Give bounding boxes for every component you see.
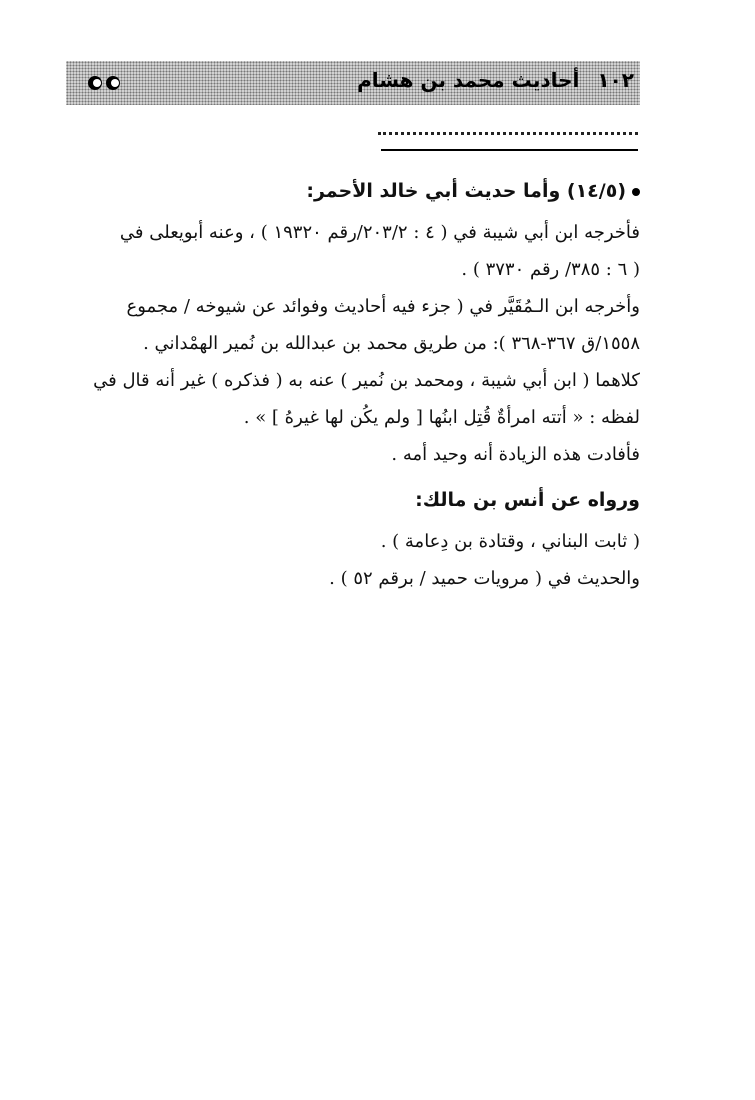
paragraph-line: كلاهما ( ابن أبي شيبة ، ومحمد بن نُمير ) عنه به ( فذكره ) غير أنه قال في xyxy=(93,370,640,391)
paragraph-line: فأفادت هذه الزيادة أنه وحيد أمه . xyxy=(391,444,640,465)
paragraph-ibn-al-muqayyar xyxy=(70,288,640,362)
paragraph-line: ( ثابت البناني ، وقتادة بن دِعامة ) . xyxy=(380,531,640,552)
paragraph-reference xyxy=(70,560,640,597)
page-body xyxy=(70,174,640,597)
paragraph-line: لفظه : « أتته امرأةٌ قُتِل ابنُها [ ولم يكُن لها غيرهُ ] » . xyxy=(243,407,640,428)
paragraph-line: فأخرجه ابن أبي شيبة في ( ٤ : ٢٠٣/٢/رقم ١٩٣٢٠ ) ، وعنه أبويعلى في xyxy=(119,222,640,243)
paragraph-line: ١٥٥٨/ق ٣٦٧-٣٦٨ ): من طريق محمد بن عبدالله بن نُمير الهمْداني . xyxy=(143,333,640,354)
paragraph-both-narrators xyxy=(70,362,640,436)
section-heading-abu-khalid xyxy=(70,174,640,214)
paragraph-line: ( ٦ : ٣٨٥/ رقم ٣٧٣٠ ) . xyxy=(461,259,640,280)
running-header xyxy=(66,61,640,105)
paragraph-narrators-anas xyxy=(70,523,640,560)
dotted-separator xyxy=(378,132,638,135)
heading-text: ورواه عن أنس بن مالك: xyxy=(415,489,640,511)
paragraph-ibn-abi-shayba xyxy=(70,214,640,288)
running-title: أحاديث محمد بن هشام xyxy=(357,68,580,92)
paragraph-line: وأخرجه ابن الـمُقَيَّر في ( جزء فيه أحاديث وفوائد عن شيوخه / مجموع xyxy=(126,296,640,317)
heading-text: (١٤/٥) وأما حديث أبي خالد الأحمر: xyxy=(306,180,626,202)
paragraph-addition-note xyxy=(70,436,640,473)
footnote-divider xyxy=(381,149,638,151)
double-circle-ornament-icon xyxy=(84,74,124,92)
paragraph-line: والحديث في ( مرويات حميد / برقم ٥٢ ) . xyxy=(329,568,640,589)
bullet-icon xyxy=(632,188,640,196)
section-heading-anas xyxy=(70,483,640,523)
page-number: ١٠٢ xyxy=(597,68,634,92)
header-title-group xyxy=(357,68,634,92)
